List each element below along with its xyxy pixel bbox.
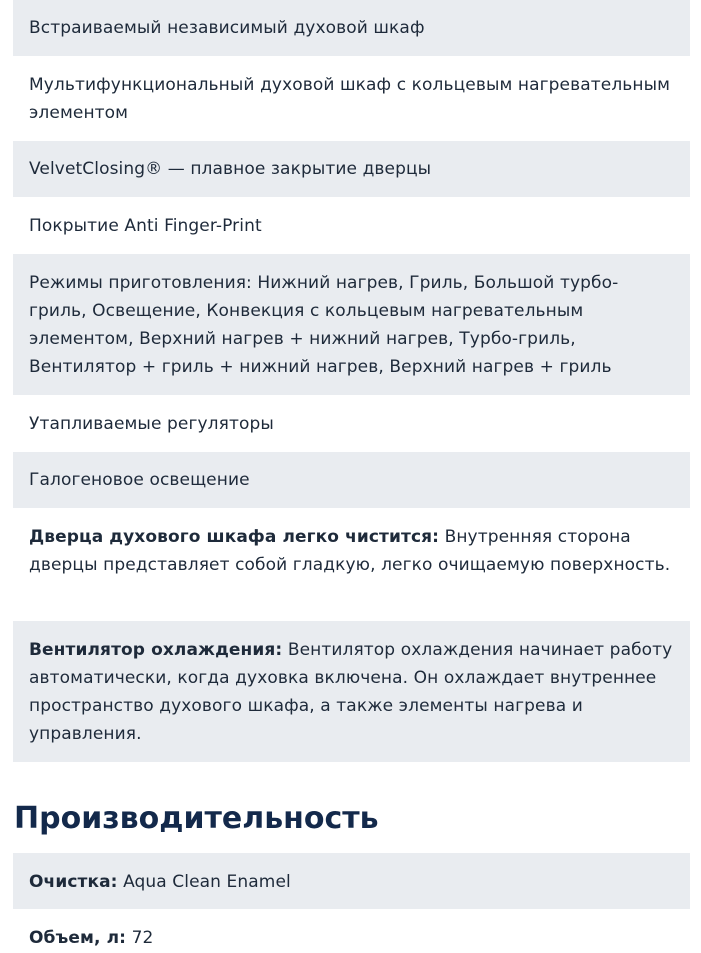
feature-row [13,141,690,197]
spec-label: Очистка: [29,872,118,892]
feature-text: Утапливаемые регуляторы [29,414,274,434]
spec-row [13,853,690,909]
feature-text: Встраиваемый независимый духовой шкаф [29,18,425,38]
spec-value: Aqua Clean Enamel [117,872,291,892]
feature-label: Дверца духового шкафа легко чистится: [29,527,440,547]
feature-text: Покрытие Anti Finger-Print [29,216,262,236]
feature-row [13,395,690,452]
feature-row [13,56,690,141]
feature-text: Внутренняя сторона дверцы представляет собой гладкую, легко очищаемую поверхность. [29,527,671,575]
spec-label: Объем, л: [29,928,127,948]
section-title: Производительность [14,801,379,836]
feature-text: Галогеновое освещение [29,470,250,490]
feature-text: VelvetClosing® — плавное закрытие дверцы [29,159,432,179]
feature-text: Мультифункциональный духовой шкаф с кольцевым нагревательным элементом [29,75,671,123]
spec-list [13,0,690,953]
spec-row [13,909,690,953]
feature-text: Вентилятор охлаждения начинает работу автоматически, когда духовка включена. Он охлаждает внутреннее пространство духового шкафа, а также элементы нагрева и управления. [29,640,673,744]
feature-row [13,508,690,621]
section-header [13,762,690,853]
feature-text: Режимы приготовления: Нижний нагрев, Гриль, Большой турбо-гриль, Освещение, Конвекция с кольцевым нагревательным элементом, Верхний нагрев + нижний нагрев, Турбо-гриль, Вентилятор + гриль + нижний нагрев, Верхний нагрев + гриль [29,273,619,377]
feature-row [13,621,690,762]
feature-row [13,452,690,508]
feature-label: Вентилятор охлаждения: [29,640,283,660]
feature-row [13,0,690,56]
feature-row [13,254,690,395]
spec-value: 72 [126,928,154,948]
feature-row [13,197,690,254]
